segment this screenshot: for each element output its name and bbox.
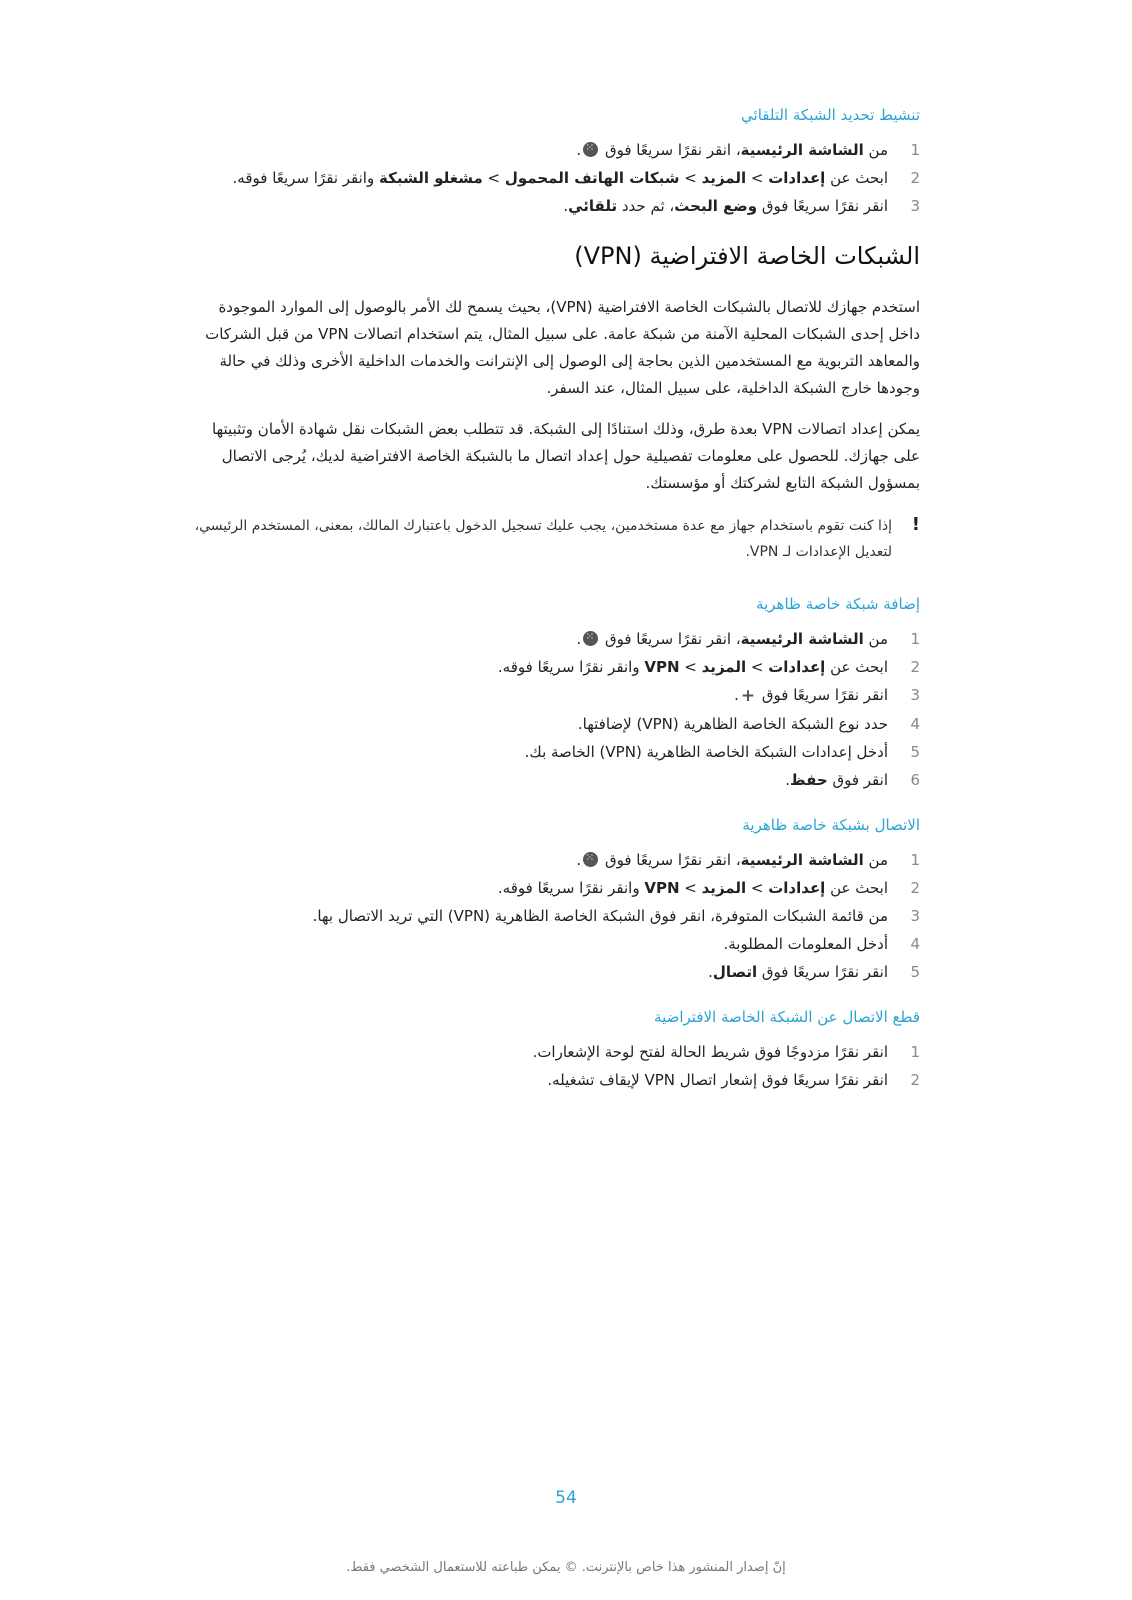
note-text: إذا كنت تقوم باستخدام جهاز مع عدة مستخدمين، يجب عليك تسجيل الدخول باعتبارك المالك، بمعنى، المستخدم الرئيسي، لتعديل الإعدادات لـ VPN. [194, 518, 892, 560]
step-number: 2 [910, 658, 920, 676]
section-title-add-vpn: إضافة شبكة خاصة ظاهرية [756, 595, 920, 613]
step-number: 1 [910, 141, 920, 159]
step [190, 194, 920, 218]
step-text: انقر نقرًا سريعًا فوق اتصال. [708, 963, 888, 981]
vpn-paragraph-2: يمكن إعداد اتصالات VPN بعدة طرق، وذلك استنادًا إلى الشبكة. قد تتطلب بعض الشبكات نقل شهادة الأمان وتثبيتها على جهازك. للحصول على معلومات تفصيلية حول إعداد اتصال ما بالشبكة الخاصة الافتراضية لديك، يُرجى الاتصال بمسؤول الشبكة التابع لشركتك أو مؤسستك. [212, 420, 920, 492]
step-text: من قائمة الشبكات المتوفرة، انقر فوق الشبكة الخاصة الظاهرية (VPN) التي تريد الاتصال بها. [312, 907, 888, 925]
step-text: من الشاشة الرئيسية، انقر نقرًا سريعًا فوق ⁙. [190, 138, 888, 162]
steps-add-vpn [190, 627, 920, 792]
step-number: 1 [910, 630, 920, 648]
steps-connect-vpn [190, 848, 920, 984]
step-number: 3 [910, 686, 920, 704]
step-number: 4 [910, 715, 920, 733]
vpn-heading: الشبكات الخاصة الافتراضية (VPN) [574, 242, 920, 270]
step-text: من الشاشة الرئيسية، انقر نقرًا سريعًا فوق ⁙. [190, 627, 888, 651]
step-text: حدد نوع الشبكة الخاصة الظاهرية (VPN) لإضافتها. [577, 715, 888, 733]
step-number: 1 [910, 1043, 920, 1061]
step-number: 1 [910, 851, 920, 869]
step [190, 740, 920, 764]
step [190, 712, 920, 736]
section-title-connect-vpn: الاتصال بشبكة خاصة ظاهرية [742, 816, 920, 834]
step-number: 6 [910, 771, 920, 789]
step [190, 876, 920, 900]
step-text: أدخل المعلومات المطلوبة. [723, 935, 888, 953]
exclamation-icon: ! [911, 514, 920, 535]
apps-grid-icon [583, 142, 598, 157]
section-title-auto-detect: تنشيط تحديد الشبكة التلقائي [741, 106, 920, 124]
step [190, 768, 920, 792]
step-text: من الشاشة الرئيسية، انقر نقرًا سريعًا فوق ⁙. [190, 848, 888, 872]
page-content [190, 104, 920, 1114]
step [190, 932, 920, 956]
steps-disconnect-vpn [190, 1040, 920, 1092]
step-number: 2 [910, 1071, 920, 1089]
step-number: 2 [910, 169, 920, 187]
step [190, 655, 920, 679]
step [190, 166, 920, 190]
step-text: انقر نقرًا سريعًا فوق +. [734, 686, 888, 706]
footer-note: إنّ إصدار المنشور هذا خاص بالإنترنت. © يمكن طباعته للاستعمال الشخصي فقط. [346, 1560, 786, 1575]
step-number: 2 [910, 879, 920, 897]
step [190, 1068, 920, 1092]
steps-auto-detect [190, 138, 920, 218]
step-text: انقر نقرًا سريعًا فوق إشعار اتصال VPN لإيقاف تشغيله. [547, 1071, 888, 1089]
step [190, 1040, 920, 1064]
step [190, 848, 920, 872]
step [190, 960, 920, 984]
step-number: 4 [910, 935, 920, 953]
step [190, 904, 920, 928]
step-text: أدخل إعدادات الشبكة الخاصة الظاهرية (VPN) الخاصة بك. [524, 743, 888, 761]
apps-grid-icon [583, 631, 598, 646]
step-text: انقر فوق حفظ. [785, 771, 888, 789]
step-number: 3 [910, 907, 920, 925]
section-title-disconnect-vpn: قطع الاتصال عن الشبكة الخاصة الافتراضية [654, 1008, 920, 1026]
plus-icon: + [740, 686, 756, 706]
step-text: ابحث عن إعدادات > المزيد > VPN وانقر نقرًا سريعًا فوقه. [497, 879, 888, 897]
vpn-paragraph-1: استخدم جهازك للاتصال بالشبكات الخاصة الافتراضية (VPN)، بحيث يسمح لك الأمر بالوصول إلى الموارد الموجودة داخل إحدى الشبكات المحلية الآمنة من شبكة عامة. على سبيل المثال، يتم استخدام اتصالات VPN من قبل الشركات والمعاهد التربوية مع المستخدمين الذين بحاجة إلى الوصول إلى الإنترانت والخدمات الداخلية الأخرى وذلك في حالة وجودها خارج الشبكة الداخلية، على سبيل المثال، عند السفر. [205, 298, 920, 397]
note-box [190, 513, 920, 565]
step-text: ابحث عن إعدادات > المزيد > VPN وانقر نقرًا سريعًا فوقه. [497, 658, 888, 676]
step [190, 627, 920, 651]
apps-grid-icon [583, 852, 598, 867]
step-number: 5 [910, 963, 920, 981]
step-text: انقر نقرًا سريعًا فوق وضع البحث، ثم حدد تلقائي. [563, 197, 888, 215]
page-number: 54 [555, 1488, 577, 1508]
step-text: ابحث عن إعدادات > المزيد > شبكات الهاتف المحمول > مشغلو الشبكة وانقر نقرًا سريعًا فوقه. [232, 169, 888, 187]
step-number: 3 [910, 197, 920, 215]
step [190, 683, 920, 708]
step-number: 5 [910, 743, 920, 761]
step-text: انقر نقرًا مزدوجًا فوق شريط الحالة لفتح لوحة الإشعارات. [532, 1043, 888, 1061]
step [190, 138, 920, 162]
